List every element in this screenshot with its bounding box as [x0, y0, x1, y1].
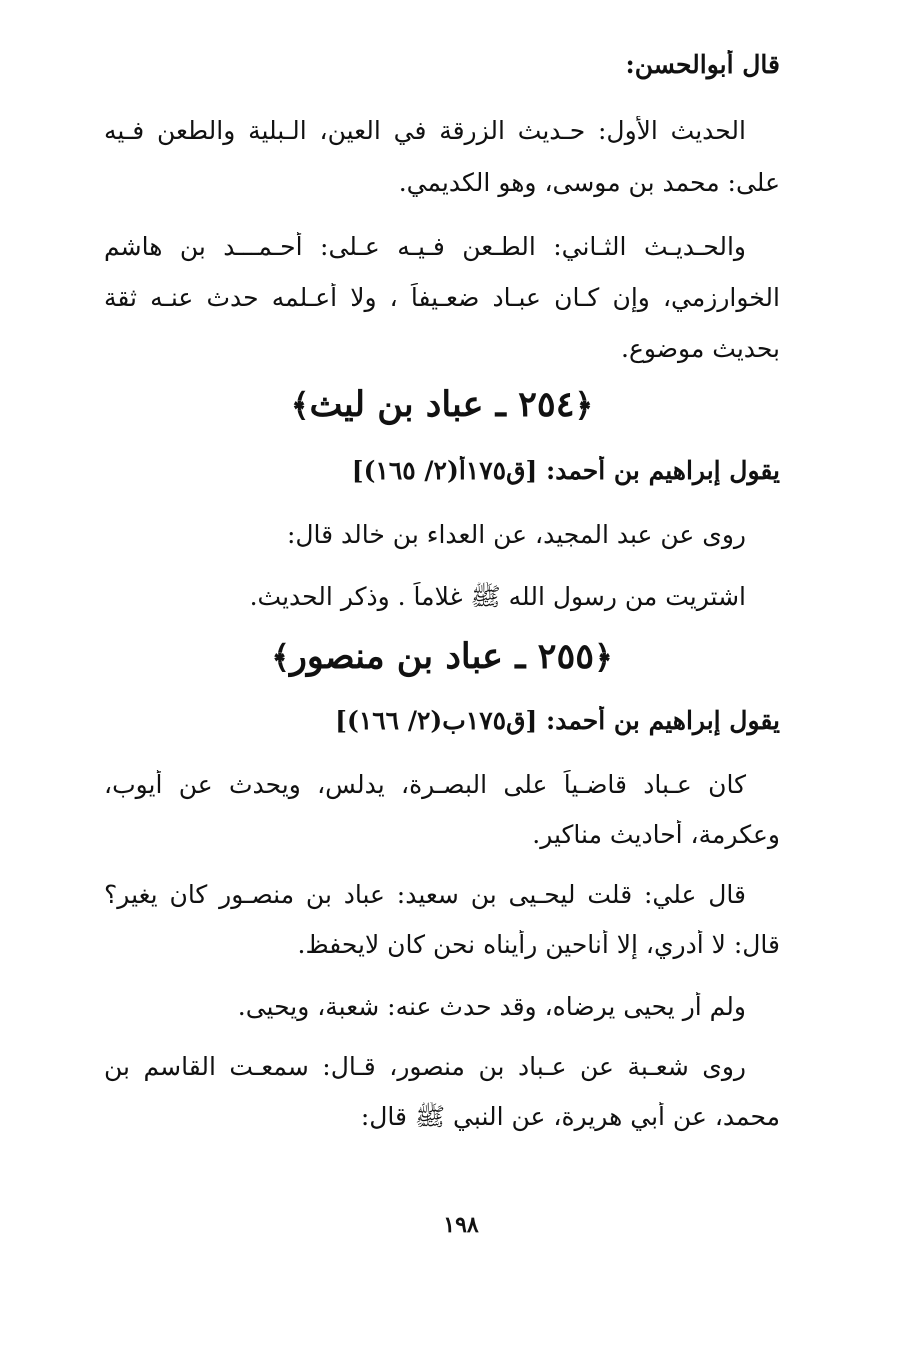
entry-title [104, 384, 780, 426]
paragraph-line: الحديث الأول: حـديث الزرقة في العين، الـبلية والطعن فـيه [104, 116, 746, 145]
paragraph-line: على: محمد بن موسى، وهو الكديمي. [398, 168, 780, 197]
page-number: ١٩٨ [443, 1212, 479, 1238]
entry-title-text: ٢٥٥ ـ عباد بن منصور [289, 636, 595, 677]
paragraph-line: والحـديـث الثـاني: الطـعن فـيـه عـلى: أحـمـــد بن هاشم [104, 232, 746, 261]
ornament-open: ﴿ [594, 638, 613, 676]
paragraph-line: محمد، عن أبي هريرة، عن النبي ﷺ قال: [360, 1102, 780, 1131]
ornament-open: ﴿ [574, 386, 594, 424]
ornament-close: ﴾ [271, 638, 290, 676]
entry-title [104, 636, 780, 678]
paragraph-line: روى عن عبد المجيد، عن العداء بن خالد قال: [286, 520, 746, 549]
paragraph-line: قال: لا أدري، إلا أناحين رأيناه نحن كان لايحفظ. [297, 930, 780, 959]
paragraph-line: الخوارزمي، وإن كـان عبـاد ضعـيفاً ، ولا أعـلمه حدث عنـه ثقة [104, 283, 780, 312]
paragraph-line: اشتريت من رسول الله ﷺ غلاماً . وذكر الحديث. [249, 582, 746, 611]
paragraph-line: روى شعـبة عن عـباد بن منصور، قـال: سمعـت القاسم بن [104, 1052, 746, 1081]
entry-title-text: ٢٥٤ ـ عباد بن ليث [309, 384, 575, 425]
paragraph-line: ولم أر يحيى يرضاه، وقد حدث عنه: شعبة، ويحيى. [237, 992, 746, 1021]
paragraph-line: كان عـباد قاضـياً على البصـرة، يدلس، ويحدث عن أيوب، [104, 770, 746, 799]
ornament-close: ﴾ [290, 386, 310, 424]
paragraph-line: وعكرمة، أحاديث مناكير. [532, 820, 780, 849]
paragraph-line: قال علي: قلت ليحـيى بن سعيد: عباد بن منصـور كان يغير؟ [104, 880, 746, 909]
source-label: يقول إبراهيم بن أحمد: [ق١٧٥أ(٢/ ١٦٥)] [351, 456, 780, 485]
paragraph-line: بحديث موضوع. [621, 334, 780, 363]
source-label: يقول إبراهيم بن أحمد: [ق١٧٥ب(٢/ ١٦٦)] [335, 706, 780, 735]
intro-label: قال أبوالحسن: [625, 50, 780, 79]
